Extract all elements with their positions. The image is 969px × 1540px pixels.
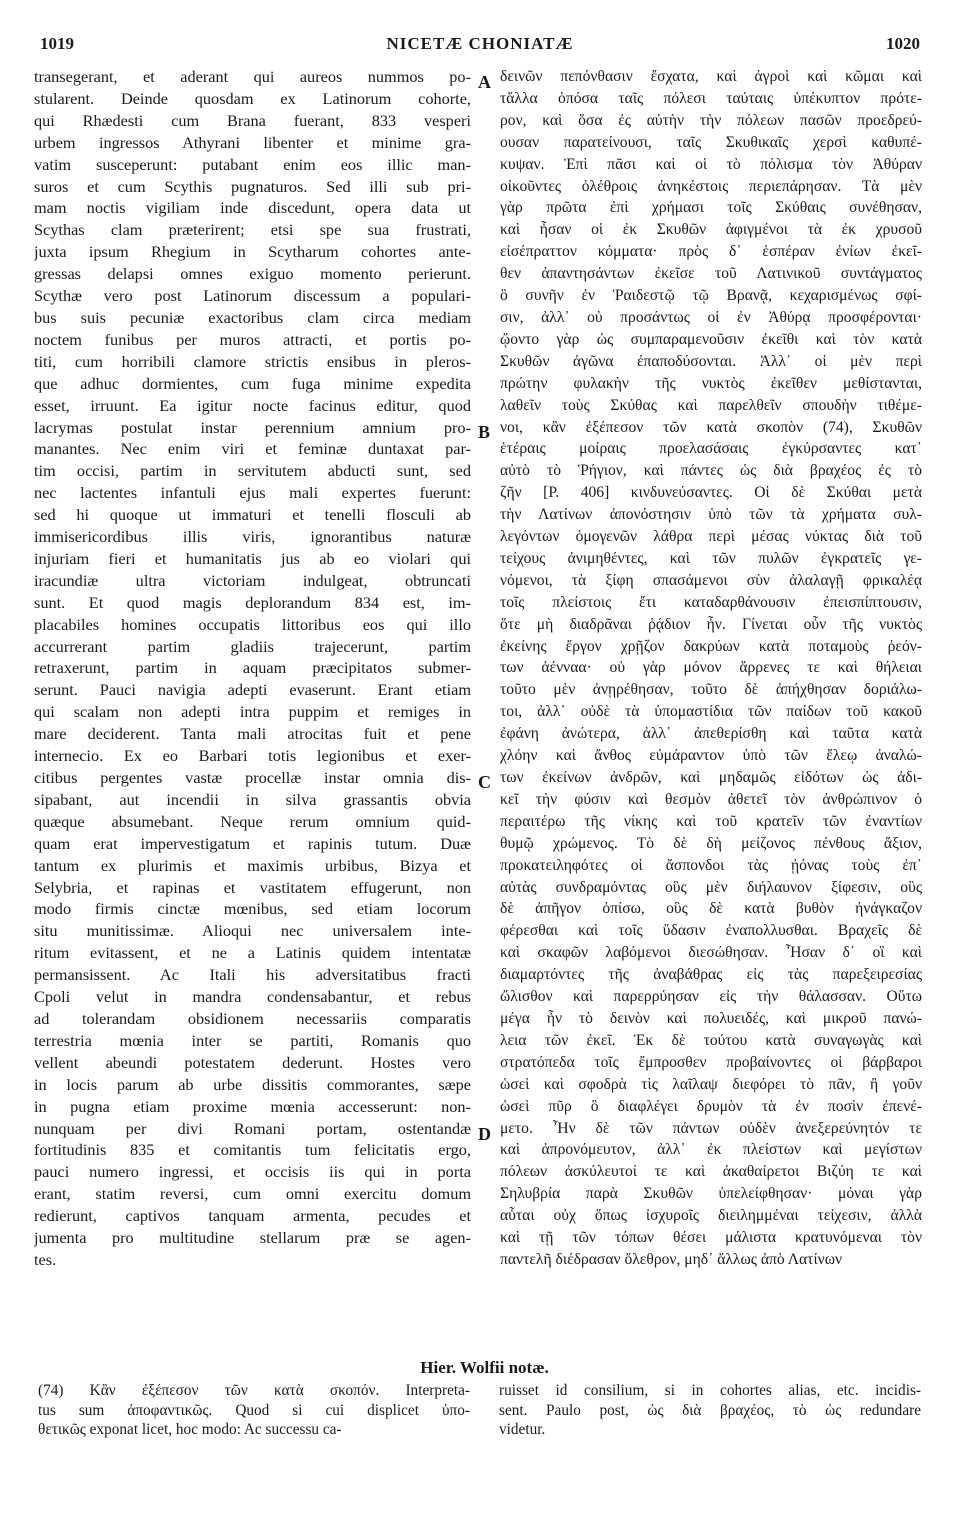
greek-text-line: ἑτέραις μοίραις προελασάσαις ἐγκύρσαντες κατ᾽ xyxy=(500,440,922,458)
latin-text-line: qui scalam non adepti intra puppim et remiges in xyxy=(34,702,471,722)
greek-text-line: ουσαν παρατείνουσι, ταῖς Σκυθικαῖς χερσὶ καθυπέ- xyxy=(500,133,922,151)
greek-text-line: αὐτὰς συνδραμόντας οὓς μὲν διήλαυνον ξίφεσιν, οὓς xyxy=(500,878,922,896)
latin-text-line: fortitudinis 835 et comitantis tum felicitatis ergo, xyxy=(34,1140,471,1160)
latin-text-line: jumenta pro multitudine stellarum præ se agen- xyxy=(34,1228,471,1248)
latin-text-line: sunt. Et quod magis deplorandum 834 est, im- xyxy=(34,592,471,612)
note-text-line: ruisset id consilium, si in cohortes alias, etc. incidis- xyxy=(499,1382,921,1399)
greek-text-line: καὶ ἀπρονόμευτον, ἀλλ᾽ ἐκ πλείστων καὶ μεγίστων xyxy=(500,1141,922,1159)
section-marker-c: C xyxy=(478,772,491,792)
greek-text-line: ὤλισθον καὶ παρερρύησαν εἰς τὴν θάλασσαν. Οὕτω xyxy=(500,988,922,1006)
greek-text-line: ᾤοντο γὰρ ὡς συμπαραμενοῦσιν ἐκεῖθι καὶ τὸν κατὰ xyxy=(500,330,922,348)
note-column-right xyxy=(499,1381,921,1440)
greek-text-line: αὗται οὐχ ὅπως ἰσχυροῖς διειλημμέναι τείχεσιν, ἀλλὰ xyxy=(500,1207,922,1225)
running-title: NICETÆ CHONIATÆ xyxy=(386,34,574,53)
latin-text-line: quam erat impervestigatum et rapinis tutum. Duæ xyxy=(34,833,471,853)
latin-text-line: in locis parum ab urbe dissitis commorantes, sæpe xyxy=(34,1074,471,1094)
latin-text-line: bus suis pecuniæ exactoribus clam circa mediam xyxy=(34,307,471,327)
greek-text-line: προκατειληφότες οἱ ἄσπονδοι τὰς ᾐόνας τοὺς ἐπ᾽ xyxy=(500,856,922,874)
latin-text-line: juxta ipsum Rhegium in Scytharum cohortes ante- xyxy=(34,242,471,262)
latin-text-line: Cpoli velut in mandra condensabantur, et rebus xyxy=(34,987,471,1007)
latin-text-line: manantes. Nec enim viri et feminæ duntaxat par- xyxy=(34,439,471,459)
greek-text-line: φέρεσθαι καὶ τοῖς ὕδασιν ἐναπολλυσθαι. Βραχεῖς δὲ xyxy=(500,922,922,940)
latin-text-line: nunquam per divi Romani portam, ostentandæ xyxy=(34,1118,471,1138)
greek-text-line: τοῖς πλείστοις ἔτι καταδαρθάνουσιν ἐπεισπίπτουσιν, xyxy=(500,593,922,611)
latin-text-line: vatim susceperunt: putabant enim eos illic man- xyxy=(34,154,471,174)
section-marker-a: A xyxy=(478,72,491,92)
greek-text-line: ὅτε μὴ διαδρᾶναι ῥᾴδιον ἦν. Γίνεται οὖν τῆς νυκτὸς xyxy=(500,615,922,633)
latin-text-line: iracundiæ ultra victoriam indulgeat, obtruncati xyxy=(34,570,471,590)
page-number-right: 1020 xyxy=(886,34,920,53)
latin-text-line: qui Rhædesti cum Brana fuerant, 833 vesperi xyxy=(34,110,471,130)
section-marker-d: D xyxy=(478,1124,491,1144)
greek-text-line: τἄλλα ὁπόσα ταῖς πόλεσι ταύταις ὑπέκυπτον πρότε- xyxy=(500,89,922,107)
greek-text-line: λαθεῖν τοὺς Σκύθας καὶ παρελθεῖν σπουδὴν τιθέμε- xyxy=(500,396,922,414)
latin-text-line: suros et cum Scythis pugnaturos. Sed illi sub pri- xyxy=(34,176,471,196)
greek-text-line: γὰρ πρῶτα ἐπὶ χρήμασι τοῖς Σκύθαις συνέθησαν, xyxy=(500,199,922,217)
greek-text-line: ὡσεὶ πῦρ ὃ διαφλέγει δρυμὸν τὰ ἐν ποσὶν ἐπενέ- xyxy=(500,1097,922,1115)
latin-text-line: in pugna etiam proxime mœnia accesserunt: non- xyxy=(34,1096,471,1116)
latin-text-line: vellent abeundi potestatem dederunt. Hostes vero xyxy=(34,1052,471,1072)
latin-text-line: stularent. Deinde quosdam ex Latinorum cohorte, xyxy=(34,88,471,108)
latin-text-line: accurrerant partim gladiis trajecerunt, partim xyxy=(34,636,471,656)
greek-text-line: Σηλυβρία παρὰ Σκυθῶν ὑπελείφθησαν· μόναι γὰρ xyxy=(500,1185,922,1203)
note-text-line: videtur. xyxy=(499,1421,546,1438)
page-number-left: 1019 xyxy=(40,34,74,53)
greek-text-line: οἰκοῦντες ὀλέθροις ἀνηκέστοις περιεπάρησαν. Τὰ μὲν xyxy=(500,177,922,195)
greek-text-line: τοι, ἀλλ᾽ οὐδὲ τὰ ὑπομαστίδια τῶν παίδων τοῦ κακοῦ xyxy=(500,703,922,721)
greek-text-line: δὲ ἀπῆγον ὀπίσω, οὓς δὲ κατὰ βυθὸν ἠνάγκαζον xyxy=(500,900,922,918)
note-text-line: (74) Κἂν ἐξέπεσον τῶν κατὰ σκοπόν. Interpreta- xyxy=(38,1382,470,1399)
greek-text-line: στρατόπεδα τοῖς ἔμπροσθεν προβαίνοντες οἱ βάρβαροι xyxy=(500,1053,922,1071)
latin-text-line: citibus pergentes vastæ procellæ instar omnia dis- xyxy=(34,768,471,787)
latin-text-line: ritum evitassent, et ne a Latinis quidem intentatæ xyxy=(34,943,471,963)
greek-text-line: χλόην καὶ ἄνθος εὐμάραντον ὑπὸ τῶν ἔλεῳ ἀναλώ- xyxy=(500,747,922,765)
latin-text-line: tim occisi, partim in servitutem abducti sunt, sed xyxy=(34,461,471,481)
note-text-line: sent. Paulo post, ὡς διὰ βραχέος, τὸ ὡς redundare xyxy=(499,1401,921,1419)
latin-text-line: mare deciderent. Tanta mali atrocitas fuit et pene xyxy=(34,724,471,744)
latin-text-line: titi, cum horribili clamore strictis ensibus in pleros- xyxy=(34,351,471,371)
greek-text-line: ὃ συνῆν ἐν Ῥαιδεστῷ τῷ Βρανᾷ, κεχαρισμένως σφί- xyxy=(500,287,922,305)
greek-text-line: Σκυθῶν ἀγῶνα ἐπαποδύσονται. Ἀλλ᾽ οἱ μὲν περὶ xyxy=(500,352,922,370)
greek-text-line: πόλεων ἀσκύλευτοί τε καὶ ἀκαθαίρετοι Βιζύη τε καὶ xyxy=(500,1163,922,1181)
latin-text-line: noctem funibus per muros attracti, et portis po- xyxy=(34,329,471,349)
greek-text-line: αὐτὸ τὸ Ῥήγιον, καὶ πάντες ὡς διὰ βραχέος ἐς τὸ xyxy=(500,462,922,480)
note-text-line: tus sum ἀποφαντικῶς. Quod si cui displicet ὑπο- xyxy=(38,1401,470,1419)
latin-text-line: pauci numero ingressi, et occisis iis qui in porta xyxy=(34,1162,471,1182)
greek-text-line: θυμῷ χρώμενος. Τὸ δὲ δὴ μείζονος πένθους ἄξιον, xyxy=(500,834,922,852)
latin-text-line: nec lactentes infantuli ejus mali expertes fuerunt: xyxy=(34,483,471,503)
greek-column xyxy=(500,66,922,1271)
latin-text-line: tes. xyxy=(34,1249,57,1269)
greek-text-line: ρον, καὶ ὅσα ἐς αὐτὴν τὴν πόλεων πασῶν προεδρεύ- xyxy=(500,111,922,129)
greek-text-line: ζῆν [P. 406] κινδυνεύσαντες. Οἱ δὲ Σκύθαι μετὰ xyxy=(500,484,922,502)
greek-text-line: μέγα ἦν τὸ δεινὸν καὶ πολυειδές, καὶ μικροῦ πανώ- xyxy=(500,1009,922,1027)
latin-text-line: esset, irruunt. Ea igitur nocte facinus editur, quod xyxy=(34,395,471,415)
latin-text-line: modo firmis cinctæ mœnibus, sed etiam locorum xyxy=(34,899,471,919)
greek-text-line: καὶ τῇ τῶν τόπων θέσει μάλιστα κρατυνόμεναι τὸν xyxy=(500,1229,922,1247)
section-marker-b: B xyxy=(478,422,491,442)
greek-text-line: κεῖ τὴν φύσιν καὶ θεσμὸν ἀθετεῖ τὸν ἀνθρώπινον ὁ xyxy=(500,790,922,808)
greek-text-line: τὴν Λατίνων ἀπονόστησιν ὑπὸ τῶν τὰ χρήματα συλ- xyxy=(500,506,922,524)
latin-text-line: placabiles homines occupatis littoribus eos qui illo xyxy=(34,614,471,634)
greek-text-line: πρώτην φυλακὴν τῆς νυκτὸς ἐκεῖθεν μεθίστανται, xyxy=(500,374,922,392)
latin-text-line: internecio. Ex eo Barbari totis legionibus et exer- xyxy=(34,746,471,766)
latin-text-line: Selybria, et rapinas et vastitatem effugerunt, non xyxy=(34,877,471,897)
latin-text-line: mam noctis vigiliam inde discedunt, opera data ut xyxy=(34,198,471,218)
greek-text-line: σιν, ἀλλ᾽ οὐ προσάντως οἱ ἐν Ἀθύρᾳ προσφέρονται· xyxy=(500,308,922,326)
greek-text-line: των ἀένναα· οὐ γὰρ μόνον ἄρρενες τε καὶ θήλειαι xyxy=(500,659,922,677)
latin-text-line: sed hi quoque ut immaturi et tenelli flosculi ab xyxy=(34,505,471,525)
latin-text-line: permansissent. Ac Itali his adversitatibus fracti xyxy=(34,965,471,985)
greek-text-line: νοι, κἂν ἐξέπεσον τῶν κατὰ σκοπὸν (74), Σκυθῶν xyxy=(500,418,922,436)
note-text-line: θετικῶς exponat licet, hoc modo: Ac successu ca- xyxy=(38,1421,342,1438)
greek-text-line: καὶ σκαφῶν λαβόμενοι διεσώθησαν. Ἦσαν δ᾽ οἳ καὶ xyxy=(500,944,922,962)
greek-text-line: μετο. Ἦν δὲ τῶν πάντων οὐδὲν ἀνεξερεύνητόν τε xyxy=(500,1119,922,1137)
note-column-left xyxy=(38,1381,470,1440)
latin-text-line: sipabant, aut incendii in silva grassantis obvia xyxy=(34,789,471,809)
greek-text-line: θεν ἀπαντησάντων ἐκεῖσε τοῦ Λατινικοῦ συντάγματος xyxy=(500,265,922,283)
greek-text-line: καὶ ἦσαν οἱ ἐκ Σκυθῶν ἀφιγμένοι τὰ ἐκ χρυσοῦ xyxy=(500,221,922,239)
greek-text-line: τείχους ἀνιμηθέντες, καὶ τῶν πυλῶν ἐγκρατεῖς γε- xyxy=(500,549,922,567)
greek-text-line: ἐφάνη ἀνώτερα, ἀλλ᾽ ἀπεθερίσθη καὶ ταῦτα κατὰ xyxy=(500,725,922,743)
latin-text-line: terrestria mœnia inter se partiti, Romanis quo xyxy=(34,1030,471,1050)
latin-text-line: urbem ingressos Athyrani libenter et minime gra- xyxy=(34,132,471,152)
greek-text-line: εἰσέπραττον κόμματα· πρὸς δ᾽ ἑσπέραν ἐνίων ἐκεῖ- xyxy=(500,243,922,261)
greek-text-line: ἐκείνης ἔργον χρῇζον δακρύων κατὰ ποταμοὺς ῥεόν- xyxy=(500,637,922,655)
running-header xyxy=(40,34,920,60)
latin-text-line: Scythas clam præterirent; etsi spe sua frustrati, xyxy=(34,220,471,240)
latin-text-line: gressas delapsi omnes exiguo momento perierunt. xyxy=(34,264,471,284)
latin-text-line: que adhuc dormientes, cum fuga minime expedita xyxy=(34,373,471,393)
greek-text-line: ὡσεὶ καὶ σφοδρὰ τὶς λαῖλαψ διεφόρει τὸ πᾶν, ἢ γοῦν xyxy=(500,1075,922,1093)
latin-text-line: quæque absumebant. Neque rerum omnium quid- xyxy=(34,811,471,831)
latin-text-line: lacrymas postulat instar perennium amnium pro- xyxy=(34,417,471,437)
greek-text-line: των ἐκείνων ἀνδρῶν, καὶ μηδαμῶς εἰδότων ὡς ἀδι- xyxy=(500,769,922,786)
greek-text-line: τοῦτο μὲν ἀνῃρέθησαν, τοῦτο δὲ ἀπήχθησαν δοριάλω- xyxy=(500,681,922,699)
greek-text-line: διαμαρτόντες τῆς ἀναβάθρας εἰς τὰς παρεξειρεσίας xyxy=(500,966,922,984)
latin-text-line: tantum ex plurimis et maximis urbibus, Bizya et xyxy=(34,855,471,875)
greek-text-line: περαιτέρω τῆς νίκης καὶ τοῦ κρατεῖν τῶν ἐναντίων xyxy=(500,812,922,830)
latin-text-line: ad tolerandam obsidionem necessariis comparatis xyxy=(34,1008,471,1028)
latin-text-line: Scythæ vero post Latinorum discessum a populari- xyxy=(34,286,471,306)
latin-text-line: injuriam fieri et humanitatis jus ab eo violari qui xyxy=(34,548,471,568)
latin-text-line: immisericordibus illis viris, ignorantibus naturæ xyxy=(34,527,471,547)
greek-text-line: δεινῶν πεπόνθασιν ἔσχατα, καὶ ἀγροὶ καὶ κῶμαι καὶ xyxy=(500,68,922,85)
latin-text-line: serunt. Pauci navigia adepti evaserunt. Erant etiam xyxy=(34,680,471,700)
greek-text-line: κυψαν. Ἐπὶ πᾶσι καὶ οἱ τὸ πόλισμα τὸν Ἀθύραν xyxy=(500,155,922,173)
latin-text-line: situ munitissimæ. Alioqui nec universalem inte- xyxy=(34,921,471,941)
greek-text-line: λεια τῶν ἐκεῖ. Ἐκ δὲ τούτου κατὰ συναγωγὰς καὶ xyxy=(500,1031,922,1049)
greek-text-line: παντελῆ διέδρασαν ὄλεθρον, μηδ᾽ ἄλλως ἀπὸ Λατίνων xyxy=(500,1250,843,1268)
latin-text-line: retraxerunt, partim in aquam præcipitatos submer- xyxy=(34,658,471,678)
latin-text-line: transegerant, et aderant qui aureos nummos po- xyxy=(34,67,471,86)
latin-text-line: erant, statim reversi, cum omni exercitu domum xyxy=(34,1184,471,1204)
greek-text-line: νόμενοι, τὰ ξίφη σπασάμενοι σὺν ἀλαλαγῇ φρικαλέᾳ xyxy=(500,571,922,589)
latin-text-line: redierunt, captivos tanquam armenta, pecudes et xyxy=(34,1206,471,1226)
latin-column xyxy=(34,66,471,1271)
notes-heading: Hier. Wolfii notæ. xyxy=(420,1358,549,1377)
greek-text-line: λεγόντων ὁμογενῶν λάθρα περὶ μέσας νύκτας διὰ τοῦ xyxy=(500,528,922,546)
